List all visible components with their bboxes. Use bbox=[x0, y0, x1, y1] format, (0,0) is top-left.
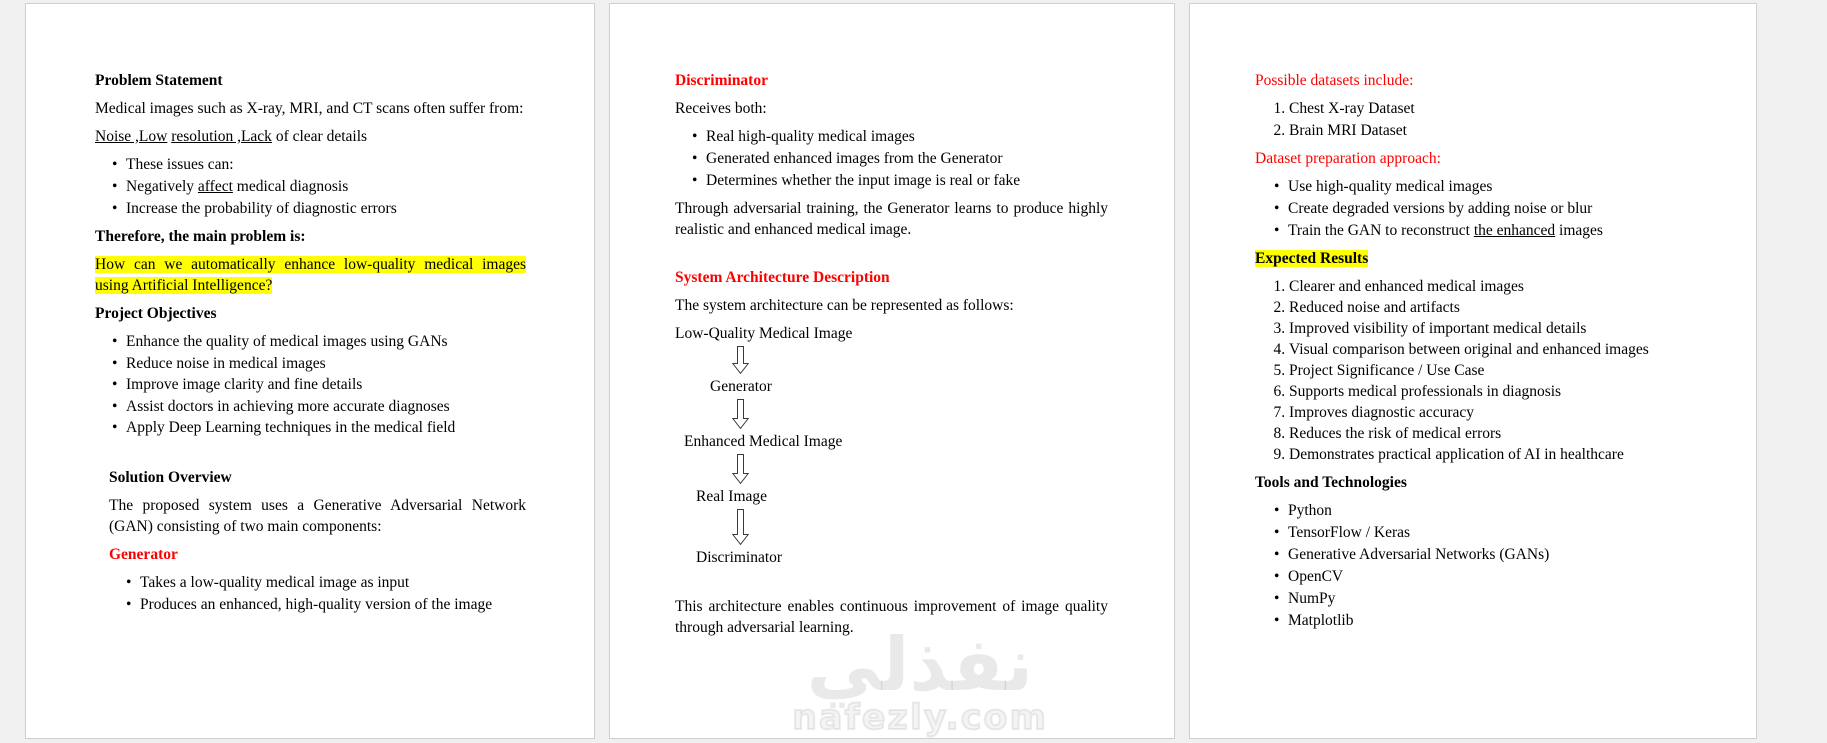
heading-problem-statement: Problem Statement bbox=[95, 72, 223, 89]
flow-node-low-quality-image: Low-Quality Medical Image bbox=[675, 325, 853, 342]
list-item: • Generative Adversarial Networks (GANs) bbox=[1288, 544, 1710, 565]
heading-main-problem: Therefore, the main problem is: bbox=[95, 228, 306, 245]
architecture-flow-diagram bbox=[675, 323, 1108, 568]
down-arrow-icon bbox=[732, 454, 1108, 484]
flow-node-real-image: Real Image bbox=[696, 488, 768, 505]
list-item: • OpenCV bbox=[1288, 566, 1710, 587]
heading-solution-overview: Solution Overview bbox=[109, 469, 232, 486]
highlight-text: How can we automatically enhance low-quality medical images using Artificial Intelligence? bbox=[95, 256, 526, 294]
plain-text: Train the GAN to reconstruct bbox=[1288, 221, 1474, 239]
down-arrow-icon bbox=[732, 509, 1108, 545]
expected-results-list bbox=[1255, 276, 1710, 465]
issues-list bbox=[95, 154, 526, 219]
list-item: • TensorFlow / Keras bbox=[1288, 522, 1710, 543]
receives-line: Receives both: bbox=[675, 100, 767, 117]
list-item: 4. Visual comparison between original and enhanced images bbox=[1289, 339, 1710, 360]
list-item: • Takes a low-quality medical image as input bbox=[140, 572, 526, 593]
heading-possible-datasets: Possible datasets include: bbox=[1255, 72, 1414, 89]
list-item: • Create degraded versions by adding noise or blur bbox=[1288, 198, 1710, 219]
underlined-text: resolution ,Lack bbox=[171, 128, 272, 145]
underlined-text: affect bbox=[197, 178, 233, 195]
plain-text: images bbox=[1555, 221, 1603, 239]
list-item: 1. Clearer and enhanced medical images bbox=[1289, 276, 1710, 297]
list-item: • Produces an enhanced, high-quality version of the image bbox=[140, 594, 526, 615]
solution-section bbox=[109, 467, 526, 615]
watermark-arabic-logo: نفذلي bbox=[806, 622, 1034, 708]
training-paragraph: Through adversarial training, the Generator learns to produce highly realistic and enhanced medical image. bbox=[675, 200, 1108, 238]
document-page-2 bbox=[609, 3, 1175, 739]
highlight-text: Expected Results bbox=[1255, 249, 1369, 267]
heading-system-architecture: System Architecture Description bbox=[675, 269, 890, 286]
plain-text: medical diagnosis bbox=[232, 178, 349, 195]
list-item: • Improve image clarity and fine details bbox=[126, 374, 526, 395]
heading-dataset-preparation: Dataset preparation approach: bbox=[1255, 149, 1441, 167]
underlined-text: Noise ,Low bbox=[95, 128, 168, 145]
closing-paragraph: This architecture enables continuous improvement of image quality through adversarial learning. bbox=[675, 598, 1108, 636]
flow-node-generator: Generator bbox=[710, 378, 772, 395]
heading-discriminator: Discriminator bbox=[675, 72, 768, 89]
preparation-list bbox=[1255, 176, 1710, 241]
list-item: • Apply Deep Learning techniques in the medical field bbox=[126, 417, 526, 438]
intro-paragraph: Medical images such as X-ray, MRI, and CT scans often suffer from: bbox=[95, 100, 524, 117]
list-item: • Real high-quality medical images bbox=[706, 126, 1108, 147]
list-item bbox=[1288, 220, 1710, 241]
highlighted-question bbox=[95, 254, 526, 296]
list-item: • NumPy bbox=[1288, 588, 1710, 609]
list-item: • Generated enhanced images from the Generator bbox=[706, 148, 1108, 169]
plain-text: of clear details bbox=[275, 128, 368, 145]
heading-generator: Generator bbox=[109, 546, 178, 563]
noise-line bbox=[95, 126, 526, 147]
heading-expected-results bbox=[1255, 248, 1710, 269]
list-item: • Matplotlib bbox=[1288, 610, 1710, 631]
tools-list bbox=[1255, 500, 1710, 631]
list-item: • Enhance the quality of medical images using GANs bbox=[126, 331, 526, 352]
down-arrow-icon bbox=[732, 346, 1108, 374]
list-item bbox=[126, 176, 526, 197]
flow-node-enhanced-image: Enhanced Medical Image bbox=[684, 433, 843, 450]
flow-node-discriminator: Discriminator bbox=[696, 549, 783, 566]
objectives-list bbox=[95, 331, 526, 438]
list-item: 2. Brain MRI Dataset bbox=[1289, 120, 1710, 141]
solution-paragraph: The proposed system uses a Generative Adversarial Network (GAN) consisting of two main components: bbox=[109, 497, 526, 535]
down-arrow-icon bbox=[732, 399, 1108, 429]
datasets-list bbox=[1255, 98, 1710, 141]
list-item: • Python bbox=[1288, 500, 1710, 521]
list-item: • Use high-quality medical images bbox=[1288, 176, 1710, 197]
document-page-3 bbox=[1189, 3, 1757, 739]
heading-project-objectives: Project Objectives bbox=[95, 305, 217, 322]
generator-list bbox=[109, 572, 526, 615]
architecture-intro: The system architecture can be represented as follows: bbox=[675, 297, 1014, 314]
list-item: 2. Reduced noise and artifacts bbox=[1289, 297, 1710, 318]
list-item: 7. Improves diagnostic accuracy bbox=[1289, 402, 1710, 423]
list-item: 5. Project Significance / Use Case bbox=[1289, 360, 1710, 381]
heading-tools-technologies: Tools and Technologies bbox=[1255, 473, 1407, 491]
nafezly-watermark bbox=[791, 622, 1049, 738]
list-item: 3. Improved visibility of important medical details bbox=[1289, 318, 1710, 339]
list-item: • Reduce noise in medical images bbox=[126, 353, 526, 374]
list-item: 9. Demonstrates practical application of AI in healthcare bbox=[1289, 444, 1710, 465]
list-item: • Increase the probability of diagnostic errors bbox=[126, 198, 526, 219]
underlined-text: the enhanced bbox=[1473, 221, 1556, 239]
list-item: 6. Supports medical professionals in diagnosis bbox=[1289, 381, 1710, 402]
list-item: 1. Chest X-ray Dataset bbox=[1289, 98, 1710, 119]
list-item: • These issues can: bbox=[126, 154, 526, 175]
list-item: 8. Reduces the risk of medical errors bbox=[1289, 423, 1710, 444]
watermark-domain-text: nafezly.com bbox=[791, 698, 1049, 738]
plain-text: Negatively bbox=[126, 178, 198, 195]
discriminator-list bbox=[675, 126, 1108, 191]
list-item: • Determines whether the input image is real or fake bbox=[706, 170, 1108, 191]
list-item: • Assist doctors in achieving more accurate diagnoses bbox=[126, 396, 526, 417]
document-page-1 bbox=[25, 3, 595, 739]
